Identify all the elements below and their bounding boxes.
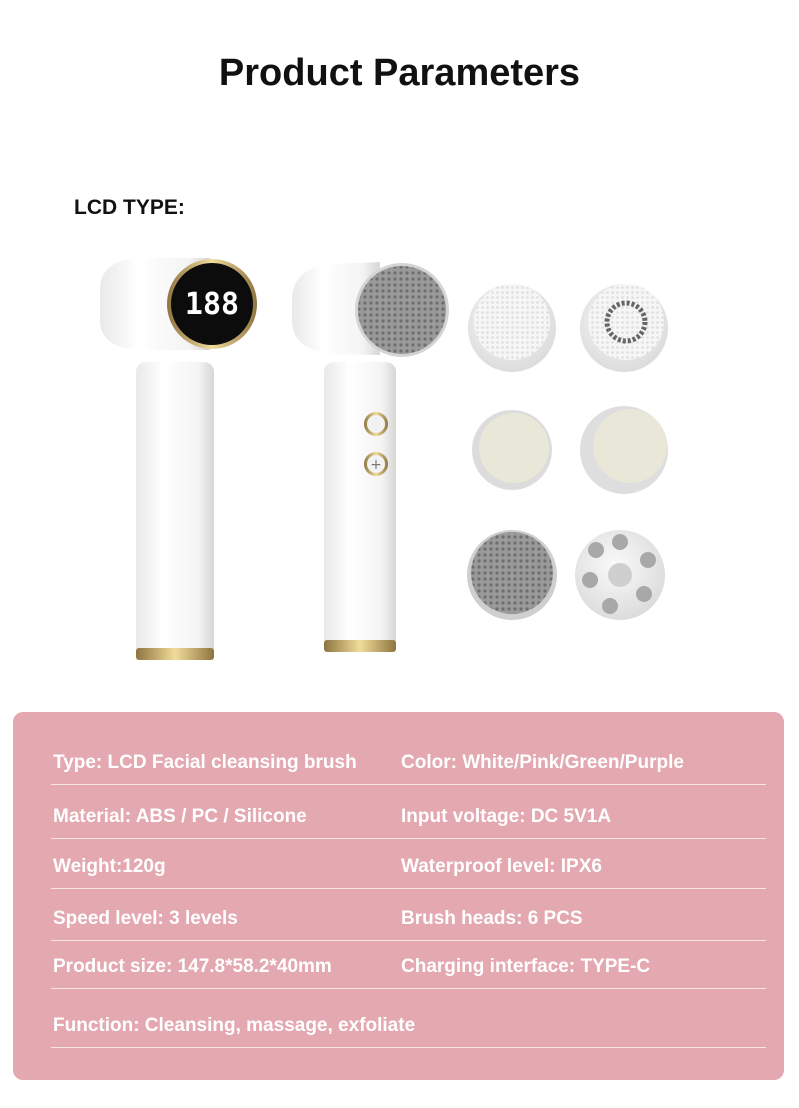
- parameters-panel: [13, 712, 784, 1080]
- brush-head-silicone: [467, 530, 557, 620]
- brush-head-sponge-1: [472, 410, 552, 490]
- param-input-voltage: Input voltage: DC 5V1A: [401, 806, 612, 827]
- param-row: [51, 948, 766, 989]
- param-color: Color: White/Pink/Green/Purple: [401, 752, 684, 773]
- brush-heads-grid: [467, 284, 668, 620]
- svg-text:+: +: [370, 457, 382, 473]
- param-row: [51, 1007, 766, 1048]
- brush-device-side: [292, 262, 449, 652]
- brush-head-ring-bristle: [580, 284, 668, 372]
- param-weight: Weight:120g: [53, 856, 166, 877]
- page-title: Product Parameters: [218, 52, 581, 94]
- param-function: Function: Cleansing, massage, exfoliate: [53, 1015, 416, 1036]
- param-row: [51, 744, 766, 785]
- lcd-device-front: [100, 258, 257, 660]
- brush-head-soft-bristle: [468, 284, 556, 372]
- param-size: Product size: 147.8*58.2*40mm: [53, 956, 332, 977]
- brush-head-massage-roller: [575, 530, 665, 620]
- brush-head-sponge-2: [580, 406, 668, 494]
- param-speed: Speed level: 3 levels: [53, 908, 238, 929]
- param-charging: Charging interface: TYPE-C: [401, 956, 651, 977]
- param-brush-heads: Brush heads: 6 PCS: [401, 908, 583, 929]
- product-illustration: [80, 240, 720, 670]
- param-row: [51, 798, 766, 839]
- param-type: Type: LCD Facial cleansing brush: [53, 752, 357, 773]
- lcd-display-digits: 188: [184, 287, 240, 322]
- lcd-type-label: LCD TYPE:: [74, 196, 185, 219]
- param-row: [51, 848, 766, 889]
- param-waterproof: Waterproof level: IPX6: [401, 856, 602, 877]
- param-row: [51, 900, 766, 941]
- param-material: Material: ABS / PC / Silicone: [53, 806, 307, 827]
